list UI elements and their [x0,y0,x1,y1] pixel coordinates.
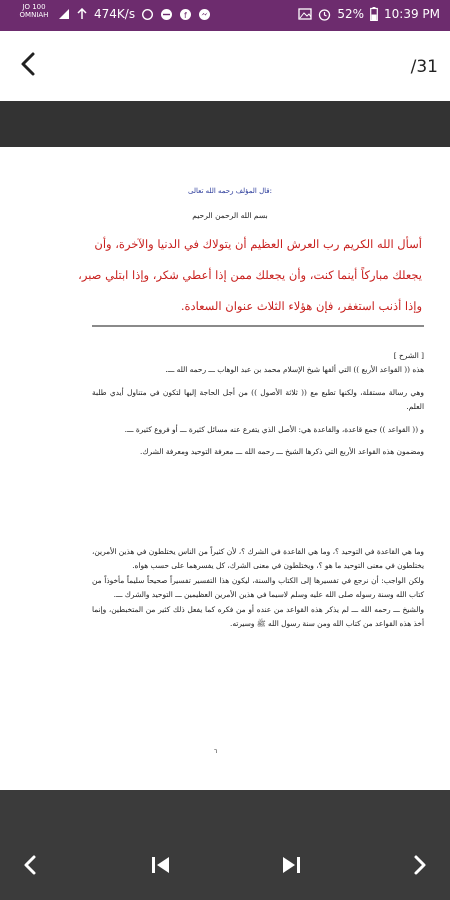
paragraph: ومضمون هذه القواعد الأربع التي ذكرها الشيخ ـــ رحمه الله ـــ معرفة التوحيد ومعرفة الشرك. [140,447,424,457]
network-speed: 474K/s [94,7,136,21]
circle-dash-icon [160,8,173,21]
page-footer-number: ٦ [214,748,218,755]
paragraph: و (( القواعد )) جمع قاعدة، والقاعدة هي: الأصل الذي يتفرع عنه مسائل كثيرة ـــ أو فروع كثيرة ـــ. [124,424,424,434]
carrier-label: JO 100 OMNIAH [19,3,49,19]
sync-icon [141,8,154,21]
toolbar-band [0,101,450,147]
status-bar [0,0,450,31]
document-content [0,147,450,790]
paragraph: وهي رسالة مستقلة، ولكنها تطبع مع (( ثلاثة الأصول )) من أجل الحاجة إليها لتكون في متناول أيدي طلبة العلم. [89,387,424,412]
signal-icon [58,8,70,20]
chevron-right-icon [406,852,432,878]
alarm-icon [318,8,331,21]
paragraph: هذه (( القواعد الأربع )) التي ألفها شيخ الإسلام محمد بن عبد الوهاب ـــ رحمه الله ـــ. [165,365,424,375]
chevron-left-icon [18,852,44,878]
next-page-button[interactable] [406,852,432,878]
commentary-top [89,349,424,459]
image-notification-icon [298,8,312,20]
last-page-button[interactable] [278,852,304,878]
facebook-icon [179,8,192,21]
paragraph: والشيخ ـــ رحمه الله ـــ لم يذكر هذه القواعد من عنده أو من فكره كما يفعل ذلك كثير من المتخبطين، وإنما أخذ هذه القواعد من كتاب الله ومن سنة رسول الله ﷺ وسيرته. [89,604,424,629]
paragraph: ولكن الواجب: أن نرجع في تفسيرها إلى الكتاب والسنة، ليكون هذا التفسير تفسيراً صحيحاً سليماً مأخوذاً من كتاب الله وسنة رسوله صلى الله عليه وسلم لاسيما في هذين الأمرين العظيمين ـــ التوحيد والشرك ـــ. [89,575,424,600]
page-indicator: /31 [410,57,438,77]
red-line: يجعلك مباركاً أينما كنت، وأن يجعلك ممن إذا أعطي شكر، وإذا ابتلي صبر، [78,268,422,282]
red-line: أسأل الله الكريم رب العرش العظيم أن يتولاك في الدنيا والآخرة، وأن [94,237,422,251]
back-button[interactable] [14,49,44,79]
skip-previous-icon [148,852,174,878]
bottom-nav-bar [0,790,450,900]
red-prayer-text [30,229,422,322]
skip-next-icon [278,852,304,878]
document-page[interactable] [0,147,450,790]
chevron-left-icon [14,49,44,79]
commentary-bottom [89,545,424,631]
svg-text:f: f [184,10,187,20]
status-left [58,7,211,21]
intro-line: قال المؤلف رحمه الله تعالى: [187,187,273,195]
red-line: وإذا أذنب استغفر، فإن هؤلاء الثلاث عنوان السعادة. [180,299,422,313]
messenger-icon [198,8,211,21]
previous-page-button[interactable] [18,852,44,878]
status-right [298,7,440,21]
section-heading: [ الشرح ] [393,351,424,360]
wifi-data-icon [76,8,88,20]
clock-time: 10:39 PM [384,7,440,21]
first-page-button[interactable] [148,852,174,878]
battery-icon [370,7,378,21]
divider [92,325,424,327]
battery-percent: 52% [337,7,364,21]
app-bar [0,31,450,101]
paragraph: وما هي القاعدة في التوحيد ؟، وما هي القاعدة في الشرك ؟، لأن كثيراً من الناس يختلطون في هذين الأمرين، يختلطون في معنى التوحيد ما هو ؟، ويختلطون في معنى الشرك، كل يفسرهما على حسب هواه. [89,547,424,571]
basmala: بسم الله الرحمن الرحيم [192,211,268,220]
